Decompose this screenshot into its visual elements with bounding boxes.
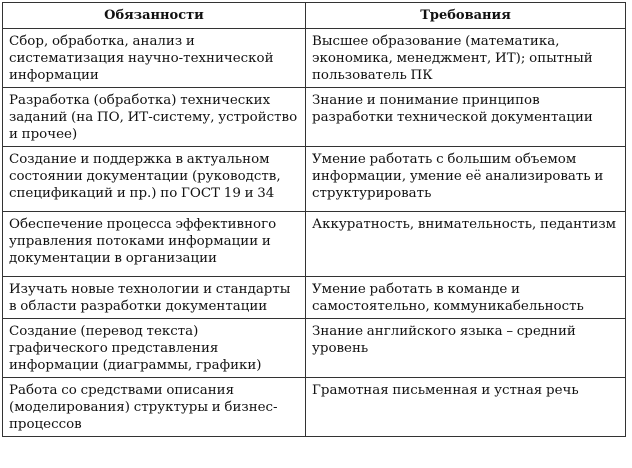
duty-cell: Изучать новые технологии и стандарты в области разработки документации [3, 277, 306, 319]
table-row [3, 29, 626, 88]
duty-cell: Разработка (обработка) технических заданий (на ПО, ИТ-систему, устройство и прочее) [3, 88, 306, 147]
table-row [3, 88, 626, 147]
duty-cell: Работа со средствами описания (моделирования) структуры и бизнес-процессов [3, 378, 306, 437]
duty-cell: Сбор, обработка, анализ и систематизация научно-технической информации [3, 29, 306, 88]
requirement-cell: Умение работать в команде и самостоятельно, коммуникабельность [306, 277, 626, 319]
requirement-cell: Знание английского языка – средний уровень [306, 319, 626, 378]
duty-cell: Создание и поддержка в актуальном состоянии документации (руководств, спецификаций и пр.) по ГОСТ 19 и 34 [3, 147, 306, 212]
table-row [3, 147, 626, 212]
header-duties: Обязанности [3, 3, 306, 29]
table-row [3, 319, 626, 378]
requirement-cell: Знание и понимание принципов разработки технической документации [306, 88, 626, 147]
requirement-cell: Аккуратность, внимательность, педантизм [306, 212, 626, 277]
duties-requirements-table-container [2, 2, 625, 437]
table-row [3, 378, 626, 437]
table-row [3, 212, 626, 277]
requirement-cell: Умение работать с большим объемом информации, умение её анализировать и структурировать [306, 147, 626, 212]
duties-requirements-table [2, 2, 626, 437]
header-requirements: Требования [306, 3, 626, 29]
duty-cell: Создание (перевод текста) графического представления информации (диаграммы, графики) [3, 319, 306, 378]
requirement-cell: Грамотная письменная и устная речь [306, 378, 626, 437]
table-row [3, 277, 626, 319]
requirement-cell: Высшее образование (математика, экономика, менеджмент, ИТ); опытный пользователь ПК [306, 29, 626, 88]
table-header-row [3, 3, 626, 29]
duty-cell: Обеспечение процесса эффективного управления потоками информации и документации в организации [3, 212, 306, 277]
